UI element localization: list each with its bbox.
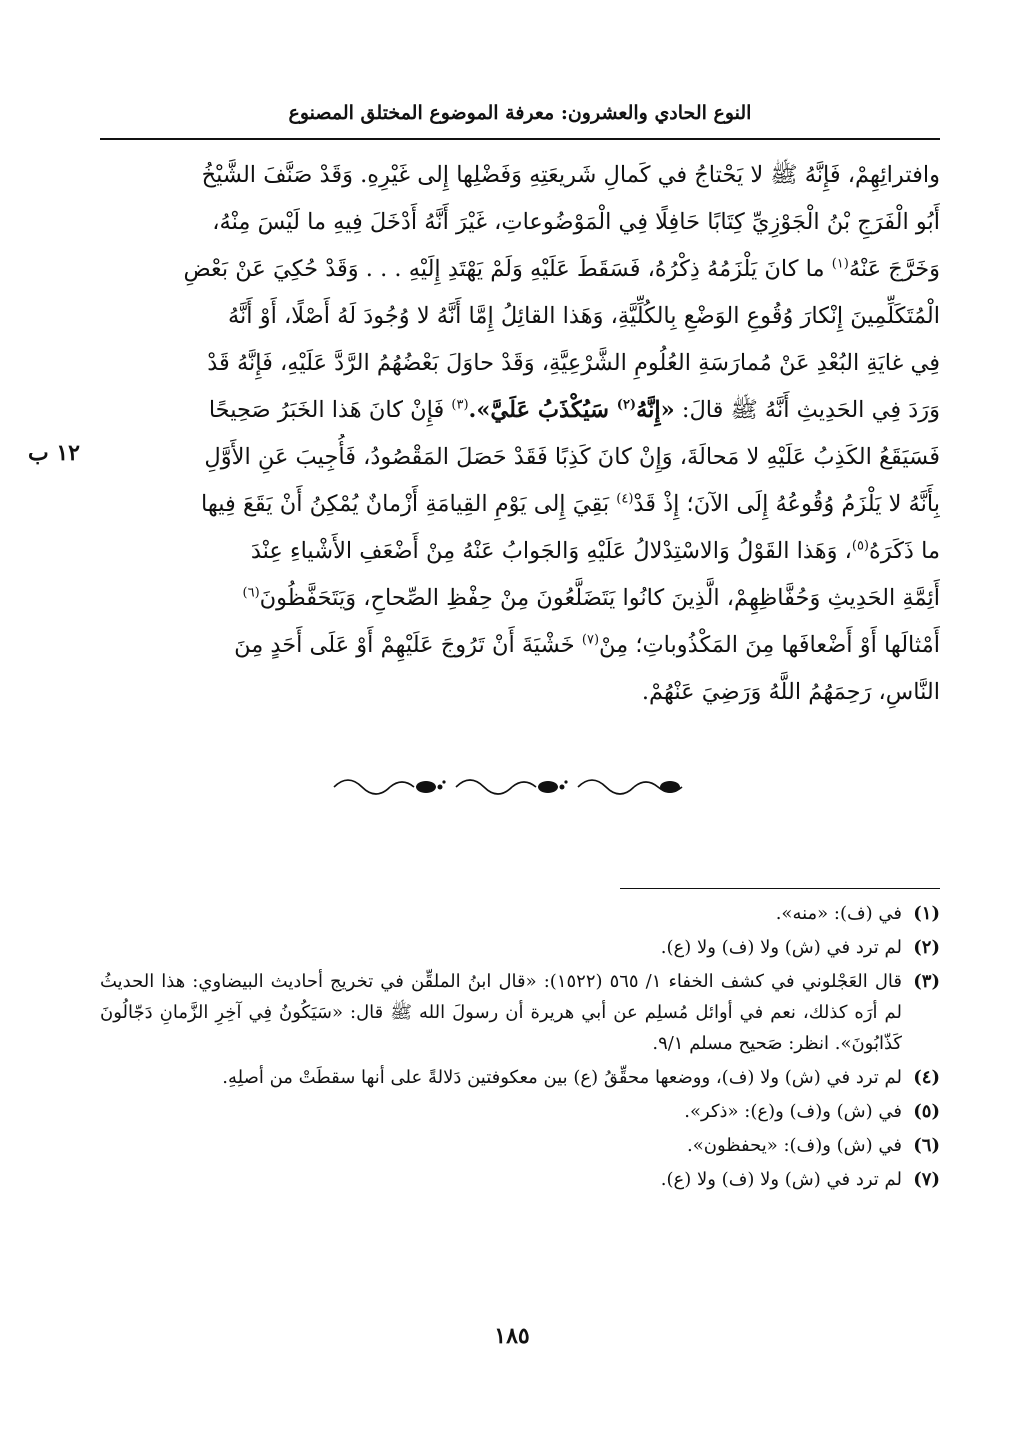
running-header: النوع الحادي والعشرون: معرفة الموضوع المختلق المصنوع: [288, 102, 752, 124]
footnote-text: في (ف): «منه».: [775, 903, 902, 924]
footnote-number: (٢): [913, 937, 940, 958]
hadith-quote: «إِنَّهُ$^{(٢)}$ سَيُكْذَبُ عَلَيَّ».: [468, 397, 675, 423]
body-line: أَمْثالَها أَوْ أَضْعافَها مِنَ المَكْذُوباتِ؛ مِنْ$^{(٧)}$ خَشْيَةَ أَنْ تَرُوجَ عَلَيْهِمْ أَوْ عَلَى أَحَدٍ مِنَ: [234, 632, 940, 658]
footnote-number: (١): [913, 903, 940, 924]
footnote: [100, 1096, 940, 1127]
body-line: بِأَنَّهُ لا يَلْزَمُ وُقُوعُهُ إِلَى الآنَ؛ إِذْ قَدْ$^{(٤)}$ بَقِيَ إِلى يَوْمِ القِيامَةِ أَزْمانٌ يُمْكِنُ أَنْ يَقَعَ فِيها: [201, 491, 940, 517]
page-number: ١٨٥: [494, 1323, 530, 1349]
body-line: أَبُو الْفَرَجِ بْنُ الْجَوْزِيِّ كِتَابًا حَافِلًا فِي الْمَوْضُوعاتِ، غَيْرَ أَنَّهُ أَدْخَلَ فِيهِ ما لَيْسَ مِنْهُ،: [212, 209, 940, 235]
footnote-text: لم ترد في (ش) ولا (ف)، ووضعها محقِّقُ (ع) بين معكوفتين دَلالةً على أنها سقطَتْ من أصلِهِ.: [222, 1067, 902, 1088]
body-line: فِي غايَةِ البُعْدِ عَنْ مُمارَسَةِ العُلُومِ الشَّرْعِيَّةِ، وَقَدْ حاوَلَ بَعْضُهُمُ الرَّدَّ عَلَيْهِ، فَإِنَّهُ قَدْ: [207, 350, 940, 376]
footnote-ref[interactable]: (٤): [616, 491, 634, 507]
footnote: [100, 966, 940, 1059]
section-ornament: [328, 770, 700, 804]
footnote-text: في (ش) و(ف) و(ع): «ذكر».: [684, 1101, 902, 1122]
footnote: [100, 1062, 940, 1093]
footnotes: [100, 898, 940, 1198]
footnote-ref[interactable]: (٢): [616, 397, 637, 413]
footnote-rule: [620, 888, 940, 889]
footnote: [100, 932, 940, 963]
footnote-text: في (ش) و(ف): «يحفظون».: [686, 1135, 902, 1156]
footnote-number: (٤): [913, 1067, 940, 1088]
header-rule: [100, 138, 940, 140]
footnote-ref[interactable]: (٧): [581, 632, 600, 648]
footnote: [100, 1130, 940, 1161]
footnote-ref[interactable]: (١): [831, 256, 849, 272]
footnote-number: (٣): [913, 971, 940, 992]
footnote-ref[interactable]: (٦): [242, 585, 260, 601]
footnote-ref[interactable]: (٥): [851, 538, 869, 554]
footnote-text: لم ترد في (ش) ولا (ف) ولا (ع).: [660, 1169, 902, 1190]
footnote: [100, 898, 940, 929]
footnote-number: (٧): [913, 1169, 940, 1190]
footnote-number: (٥): [913, 1101, 940, 1122]
body-line: النَّاسِ، رَحِمَهُمُ اللَّهُ وَرَضِيَ عَنْهُمْ.: [641, 679, 940, 705]
body-line: أَئِمَّةِ الحَدِيثِ وَحُفَّاظِهِمْ، الَّذِينَ كانُوا يَتَضَلَّعُونَ مِنْ حِفْظِ الصِّحاحِ، وَيَتَحَفَّظُونَ$^{(٦)}$: [242, 585, 940, 611]
main-text: [100, 152, 940, 716]
body-line: الْمُتَكَلِّمِينَ إِنْكارَ وُقُوعِ الوَضْعِ بِالكُلِّيَّةِ، وَهَذا القائِلُ إِمَّا أَنَّهُ لا وُجُودَ لَهُ أَصْلًا، أَوْ أَنَّهُ: [227, 303, 940, 329]
footnote: [100, 1164, 940, 1195]
body-line: وافترائِهِمْ، فَإِنَّهُ ﷺ لا يَحْتاجُ في كَمالِ شَريعَتِهِ وَفَضْلِها إِلى غَيْرِهِ. وَقَدْ صَنَّفَ الشَّيْخُ: [201, 162, 940, 188]
body-line: فَسَيَقَعُ الكَذِبُ عَلَيْهِ لا مَحالَةَ، وَإِنْ كانَ كَذِبًا فَقَدْ حَصَلَ المَقْصُودُ، فَأُجِيبَ عَنِ الأَوَّلِ: [204, 444, 940, 470]
body-line: وَخَرَّجَ عَنْهُ$^{(١)}$ ما كانَ يَلْزَمُهُ ذِكْرُهُ، فَسَقَطَ عَلَيْهِ وَلَمْ يَهْتَدِ إِلَيْهِ . . . وَقَدْ حُكِيَ عَنْ بَعْضِ: [183, 256, 940, 282]
body-line: وَرَدَ فِي الحَدِيثِ أَنَّهُ ﷺ قالَ: «إِنَّهُ$^{(٢)}$ سَيُكْذَبُ عَلَيَّ».$^{(٣)}$ فَإِنْ كانَ هَذا الخَبَرُ صَحِيحًا: [208, 397, 940, 423]
body-line: ما ذَكَرَهُ$^{(٥)}$، وَهَذا القَوْلُ وَالاسْتِدْلالُ عَلَيْهِ وَالجَوابُ عَنْهُ مِنْ أَضْعَفِ الأَشْياءِ عِنْدَ: [250, 538, 940, 564]
footnote-number: (٦): [913, 1135, 940, 1156]
manuscript-folio-marker: ١٢ ب: [27, 440, 80, 466]
footnote-ref[interactable]: (٣): [451, 397, 469, 413]
footnote-text: لم ترد في (ش) ولا (ف) ولا (ع).: [660, 937, 902, 958]
footnote-text: قال العَجْلوني في كشف الخفاء ١/ ٥٦٥ (١٥٢٢): «قال ابنُ الملقِّن في تخريج أحاديث البيضاوي: هذا الحديثُ لم أرَه كذلك، نعم في أوائل مُسلِم عن أبي هريرة أن رسولَ الله ﷺ قال: «سَيَكُونُ فِي آخِرِ الزَّمانِ دَجّالُونَ كَذّابُونَ». انظر: صَحيح مسلم ٩/١.: [100, 971, 902, 1054]
